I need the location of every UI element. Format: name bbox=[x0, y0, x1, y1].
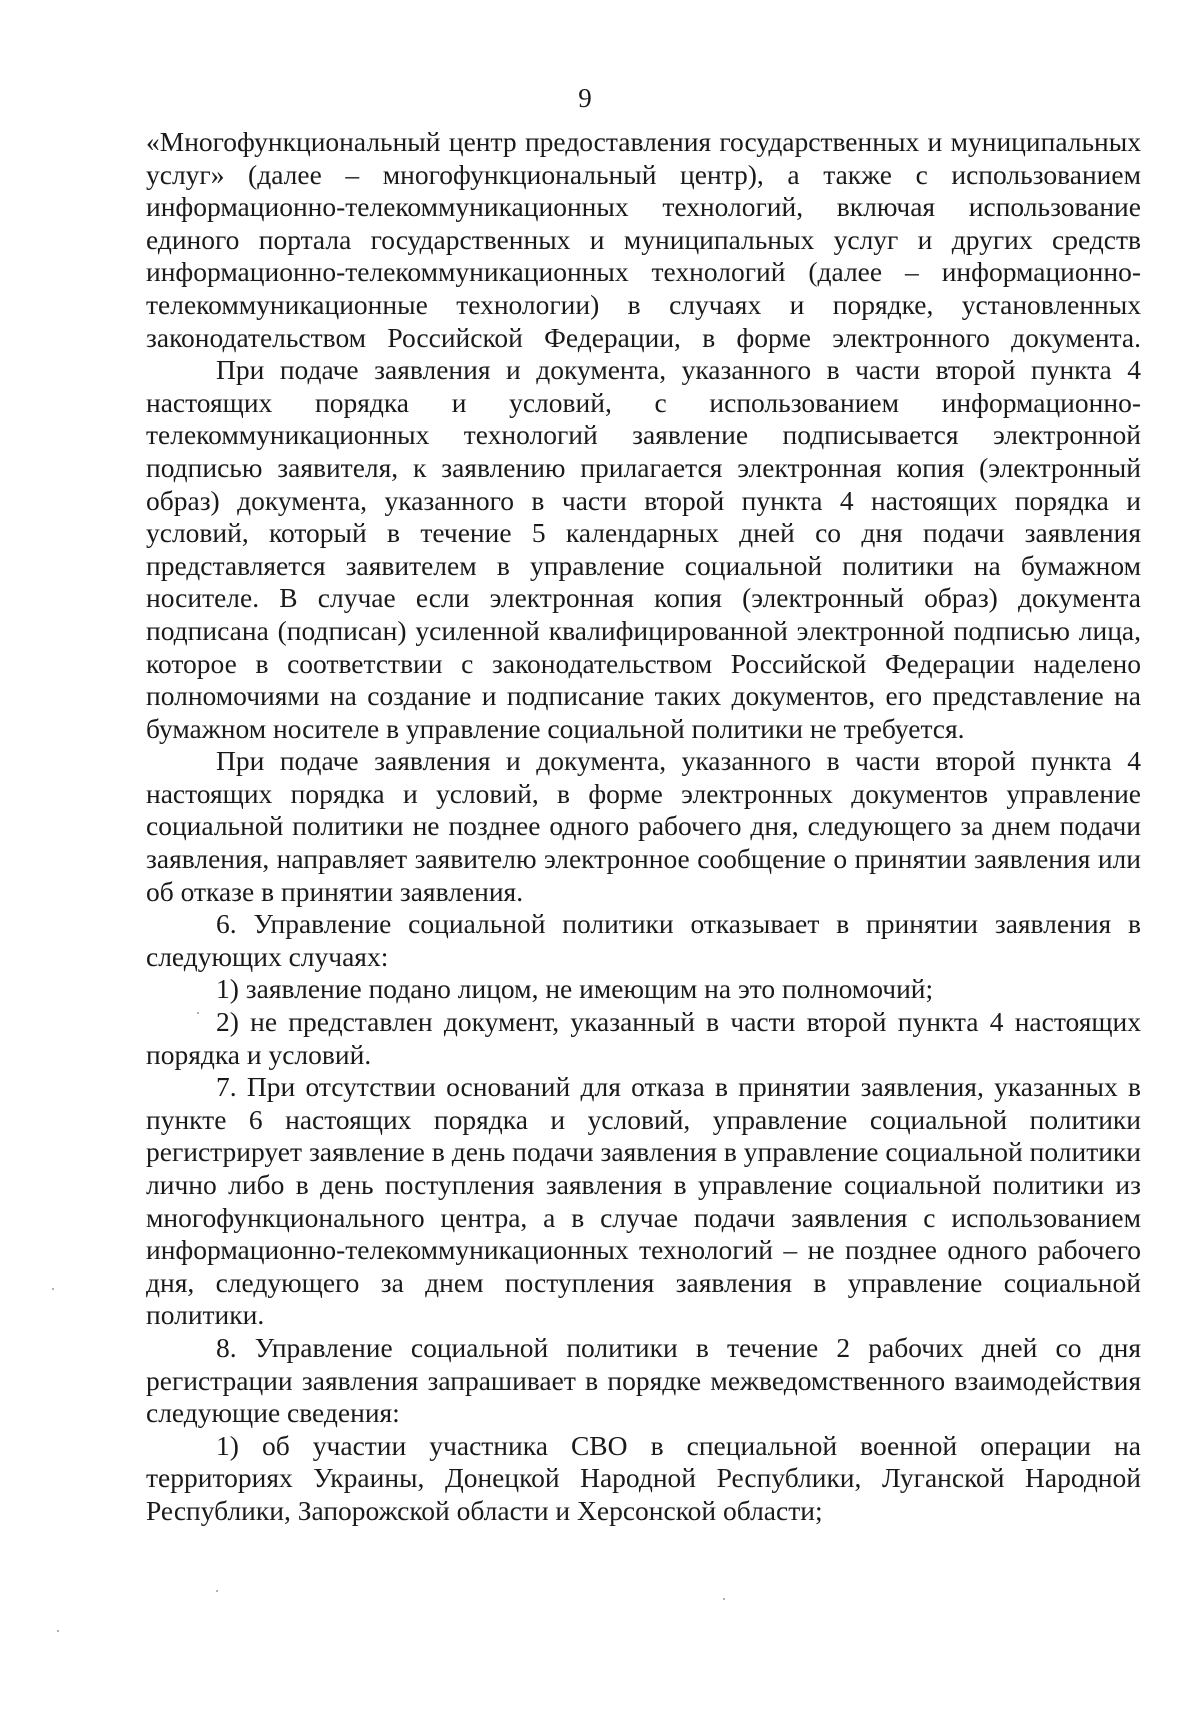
paragraph-item-6: 6. Управление социальной политики отказывает в принятии заявления в следующих случаях: bbox=[146, 908, 1141, 972]
list-item-6-1: 1) заявление подано лицом, не имеющим на это полномочий; bbox=[216, 973, 934, 1005]
list-item-8-1: 1) об участии участника СВО в специальной военной операции на территориях Украины, Донецкой Народной Республики, Луганской Народной Республики, Запорожской области и Херсонской области; bbox=[146, 1429, 1141, 1526]
scan-speck bbox=[723, 1598, 725, 1600]
paragraph-electronic-documents: При подаче заявления и документа, указанного в части второй пункта 4 настоящих порядка и условий, в форме электронных документов управление социальной политики не позднее одного рабочего дня, следующего за днем подачи заявления, направляет заявителю электронное сообщение о принятии заявления или об отказе в принятии заявления. bbox=[146, 745, 1141, 907]
paragraph-item-8: 8. Управление социальной политики в течение 2 рабочих дней со дня регистрации заявления запрашивает в порядке межведомственного взаимодействия следующие сведения: bbox=[146, 1331, 1141, 1429]
paragraph-item-7: 7. При отсутствии оснований для отказа в принятии заявления, указанных в пункте 6 настоящих порядка и условий, управление социальной политики регистрирует заявление в день подачи заявления в управление социальной политики лично либо в день поступления заявления в управление социальной политики из многофункционального центра, а в случае подачи заявления с использованием информационно-телекоммуникационных технологий – не позднее одного рабочего дня, следующего за днем поступления заявления в управление социальной политики. bbox=[146, 1071, 1141, 1331]
scan-speck bbox=[216, 1590, 218, 1592]
page-number: 9 bbox=[578, 83, 592, 113]
scan-speck bbox=[57, 1630, 59, 1632]
scan-speck bbox=[52, 1288, 54, 1290]
list-item-6-2: 2) не представлен документ, указанный в части второй пункта 4 настоящих порядка и условий. bbox=[146, 1006, 1141, 1070]
paragraph-continuation: «Многофункциональный центр предоставления государственных и муниципальных услуг» (далее – многофункциональный центр), а также с использованием информационно-телекоммуникационных технологий, включая использование единого портала государственных и муниципальных услуг и других средств информационно-телекоммуникационных технологий (далее – информационно-телекоммуникационные технологии) в случаях и порядке, установленных законодательством Российской Федерации, в форме электронного документа. bbox=[146, 126, 1141, 353]
document-body bbox=[146, 126, 1141, 1528]
paragraph-electronic-submission: При подаче заявления и документа, указанного в части второй пункта 4 настоящих порядка и условий, с использованием информационно-телекоммуникационных технологий заявление подписывается электронной подписью заявителя, к заявлению прилагается электронная копия (электронный образ) документа, указанного в части второй пункта 4 настоящих порядка и условий, который в течение 5 календарных дней со дня подачи заявления представляется заявителем в управление социальной политики на бумажном носителе. В случае если электронная копия (электронный образ) документа подписана (подписан) усиленной квалифицированной электронной подписью лица, которое в соответствии с законодательством Российской Федерации наделено полномочиями на создание и подписание таких документов, его представление на бумажном носителе в управление социальной политики не требуется. bbox=[146, 354, 1141, 744]
scan-speck bbox=[197, 1012, 199, 1014]
